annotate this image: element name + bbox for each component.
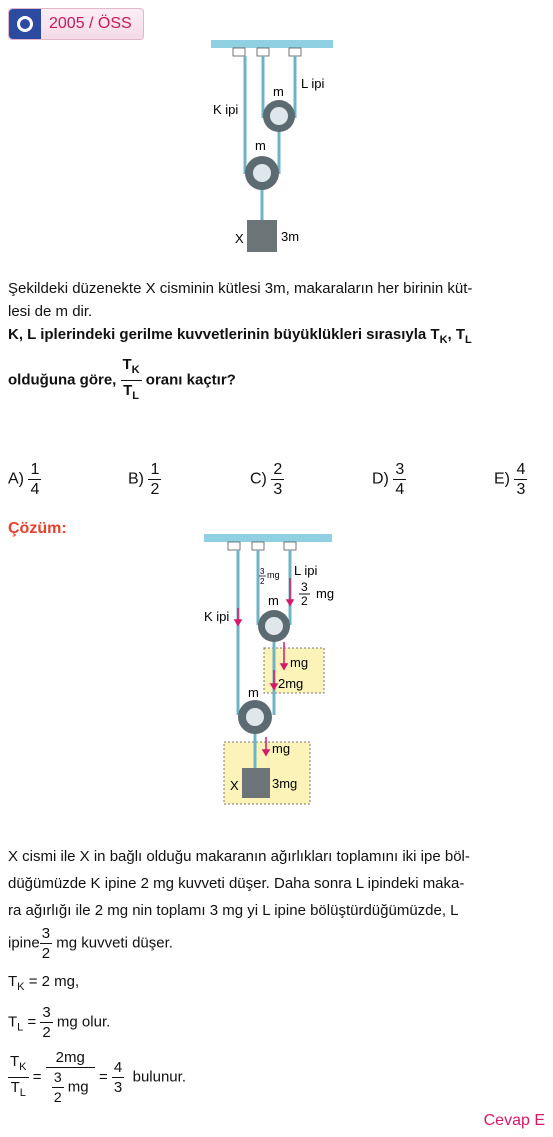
l-rope-label-2: L ipi bbox=[294, 563, 318, 578]
question-bold-line: K, L iplerindeki gerilme kuvvetlerinin büyüklükleri sırasıyla $T_K$, $T_L$ bbox=[8, 326, 472, 346]
option-b[interactable]: B) $\frac{1}{2}$ bbox=[128, 461, 160, 498]
tl-equation: $T_L$ = $\frac{3}{2}$ mg olur. bbox=[8, 1004, 111, 1041]
svg-text:mg: mg bbox=[267, 570, 280, 580]
svg-text:mg: mg bbox=[290, 655, 309, 670]
solution-heading: Çözüm: bbox=[8, 520, 67, 537]
year-badge bbox=[8, 8, 144, 40]
solution-text: X cismi ile X in bağlı olduğu makaranın ağırlıkları toplamını iki ipe böl- düğümüzde K ipine 2 mg kuvveti düşer. Daha sonra L ipindeki maka- ra ağırlığı ile 2 mg nin toplamı 3 mg yi L ipine bölüştürdüğümüzde, L bbox=[8, 848, 470, 919]
tk-tl-fraction: $\frac{T_K}{T_L}$ bbox=[122, 356, 140, 402]
question-line-2: lesi de m dir. bbox=[8, 303, 93, 320]
solution-line-4: ipine $\frac{3}{2}$ mg kuvveti düşer. bbox=[8, 925, 173, 962]
answer-label: Cevap E bbox=[483, 1112, 545, 1129]
answer-options bbox=[8, 460, 548, 506]
anchor bbox=[233, 48, 245, 56]
anchor bbox=[257, 48, 269, 56]
svg-text:2mg: 2mg bbox=[278, 676, 304, 691]
svg-text:X: X bbox=[230, 778, 239, 793]
pulley-figure-1 bbox=[205, 38, 340, 253]
option-d[interactable]: D) $\frac{3}{4}$ bbox=[372, 461, 405, 498]
badge-text: 2005 / ÖSS bbox=[49, 15, 132, 32]
question-text bbox=[8, 277, 548, 352]
ratio-equation: $\frac{T_K}{T_L}$ = 2mg $\frac{3}{2}$ mg = $\frac{4}{3}$ bulunur. bbox=[10, 1049, 186, 1105]
pulley-figure-2 bbox=[200, 530, 345, 810]
k-rope-label-2: K ipi bbox=[204, 609, 230, 624]
svg-text:3: 3 bbox=[260, 567, 265, 576]
mass-m-bottom: m bbox=[255, 138, 266, 153]
ceiling bbox=[211, 40, 333, 48]
svg-text:m: m bbox=[248, 685, 259, 700]
badge-logo-icon bbox=[9, 9, 41, 39]
mass-block bbox=[247, 220, 277, 252]
svg-text:3: 3 bbox=[301, 580, 308, 594]
mass-3m-label: 3m bbox=[281, 229, 300, 244]
option-c[interactable]: C) $\frac{2}{3}$ bbox=[250, 461, 283, 498]
svg-text:2: 2 bbox=[301, 594, 308, 608]
x-label: X bbox=[235, 231, 244, 246]
question-ratio-line: olduğuna göre, $\frac{T_K}{T_L}$ oranı kaçtır? bbox=[8, 355, 236, 406]
svg-text:3mg: 3mg bbox=[272, 776, 298, 791]
svg-text:mg: mg bbox=[316, 586, 335, 601]
anchor bbox=[289, 48, 301, 56]
svg-text:mg: mg bbox=[272, 741, 291, 756]
question-line-1: Şekildeki düzenekte X cisminin kütlesi 3m, makaraların her birinin küt- bbox=[8, 280, 473, 297]
l-rope-label: L ipi bbox=[301, 76, 325, 91]
svg-text:2: 2 bbox=[260, 577, 265, 586]
option-e[interactable]: E) $\frac{4}{3}$ bbox=[494, 461, 526, 498]
svg-text:m: m bbox=[268, 593, 279, 608]
mass-m-top: m bbox=[273, 84, 284, 99]
option-a[interactable]: A) $\frac{1}{4}$ bbox=[8, 461, 40, 498]
tk-equation: $T_K = 2$ mg, bbox=[8, 973, 80, 993]
k-rope-label: K ipi bbox=[213, 102, 239, 117]
